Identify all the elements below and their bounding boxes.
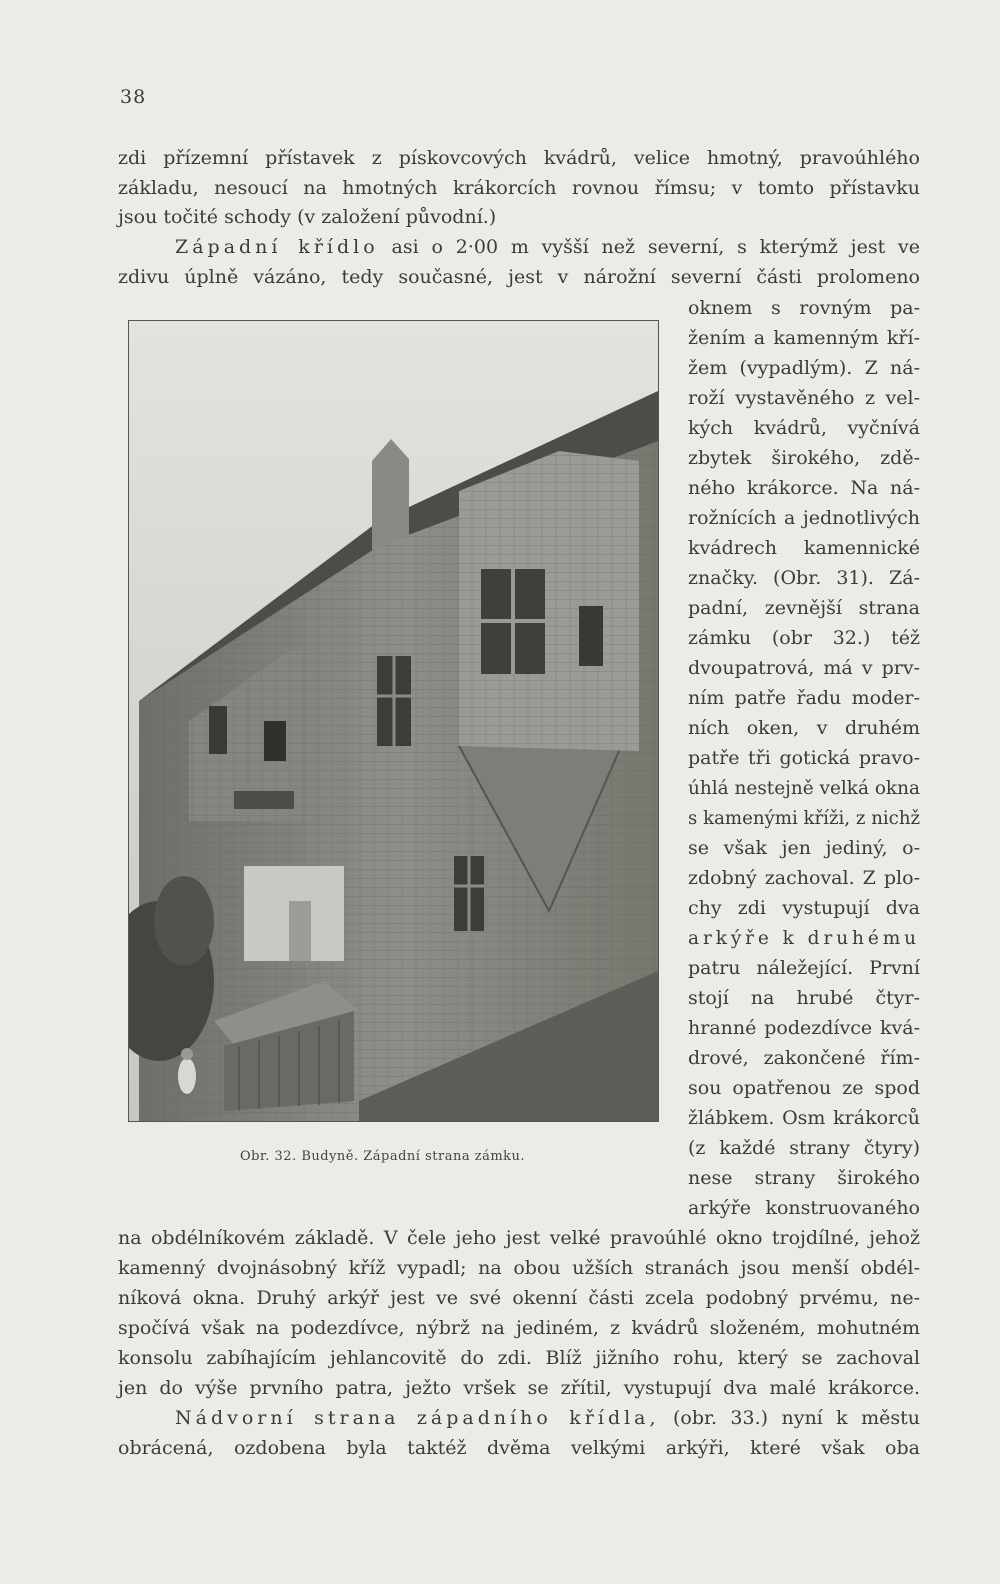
column-line: zámku (obr 32.) též: [688, 627, 920, 649]
text-line: zdivu úplně vázáno, tedy současné, jest v nárožní severní části prolomeno: [118, 266, 920, 288]
text-line: konsolu zabíhajícím jehlancovitě do zdi. Blíž jižního rohu, který se zachoval: [118, 1347, 920, 1369]
column-line: žením a kamenným kří-: [688, 327, 920, 349]
column-line: rožnících a jednotlivých: [688, 507, 920, 529]
column-line: ním patře řadu moder-: [688, 687, 920, 709]
column-line: kvádrech kamennické: [688, 537, 920, 559]
column-line: nese strany širokého: [688, 1167, 920, 1189]
text-line: spočívá však na podezdívce, nýbrž na jediném, z kvádrů složeném, mohutném: [118, 1317, 920, 1339]
text-run: (obr. 33.) nyní k městu: [672, 1407, 920, 1429]
photograph-castle-west-side: [128, 320, 659, 1122]
spaced-heading: Západní křídlo: [175, 236, 379, 258]
text-line: obrácená, ozdobena byla taktéž dvěma velkými arkýři, které však oba: [118, 1437, 920, 1459]
column-line: kých kvádrů, vyčnívá: [688, 417, 920, 439]
text-line: na obdélníkovém základě. V čele jeho jest velké pravoúhlé okno trojdílné, jehož: [118, 1227, 920, 1249]
column-line: sou opatřenou ze spod: [688, 1077, 920, 1099]
column-line: značky. (Obr. 31). Zá-: [688, 567, 920, 589]
column-line: ného krákorce. Na ná-: [688, 477, 920, 499]
text-line: kamenný dvojnásobný kříž vypadl; na obou užších stranách jsou menší obdél-: [118, 1257, 920, 1279]
column-line: drové, zakončené řím-: [688, 1047, 920, 1069]
column-line: dvoupatrová, má v prv-: [688, 657, 920, 679]
figure-caption: Obr. 32. Budyně. Západní strana zámku.: [240, 1149, 526, 1164]
column-line: ních oken, v druhém: [688, 717, 920, 739]
page-number: 38: [120, 86, 147, 108]
column-line: roží vystavěného z vel-: [688, 387, 920, 409]
column-line: hranné podezdívce kvá-: [688, 1017, 920, 1039]
column-line: žem (vypadlým). Z ná-: [688, 357, 920, 379]
column-line: s kamenými kříži, z nichž: [688, 807, 921, 829]
column-line: (z každé strany čtyry): [688, 1137, 920, 1159]
text-line: jen do výše prvního patra, ježto vršek se zřítil, vystupují dva malé krákorce.: [118, 1377, 920, 1399]
text-line: níková okna. Druhý arkýř jest ve své okenní části zcela podobný prvému, ne-: [118, 1287, 920, 1309]
column-line: stojí na hrubé čtyr-: [688, 987, 920, 1009]
text-line: zdi přízemní přístavek z pískovcových kvádrů, velice hmotný, pravoúhlého: [118, 147, 920, 169]
text-run: asi o 2·00 m vyšší než severní, s kterýmž jest ve: [391, 236, 921, 258]
column-line: úhlá nestejně velká okna: [688, 777, 920, 799]
column-line: patru náležející. První: [688, 957, 920, 979]
paragraph-start-line: [175, 1403, 920, 1433]
text-line: jsou točité schody (v založení původní.): [118, 206, 497, 228]
spaced-heading: Nádvorní strana západního křídla,: [175, 1407, 660, 1429]
column-line: zdobný zachoval. Z plo-: [688, 867, 920, 889]
column-line: chy zdi vystupují dva: [688, 897, 920, 919]
column-line: žlábkem. Osm krákorců: [688, 1107, 920, 1129]
column-line: patře tři gotická pravo-: [688, 747, 920, 769]
column-line: oknem s rovným pa-: [688, 297, 920, 319]
text-line: základu, nesoucí na hmotných krákorcích rovnou římsu; v tomto přístavku: [118, 177, 920, 199]
paragraph-start-line: [175, 232, 920, 262]
column-line: padní, zevnější strana: [688, 597, 920, 619]
column-line: arkýře konstruovaného: [688, 1197, 920, 1219]
column-line: zbytek širokého, zdě-: [688, 447, 920, 469]
column-line: arkýře k druhému: [688, 927, 921, 949]
column-line: se však jen jediný, o-: [688, 837, 920, 859]
